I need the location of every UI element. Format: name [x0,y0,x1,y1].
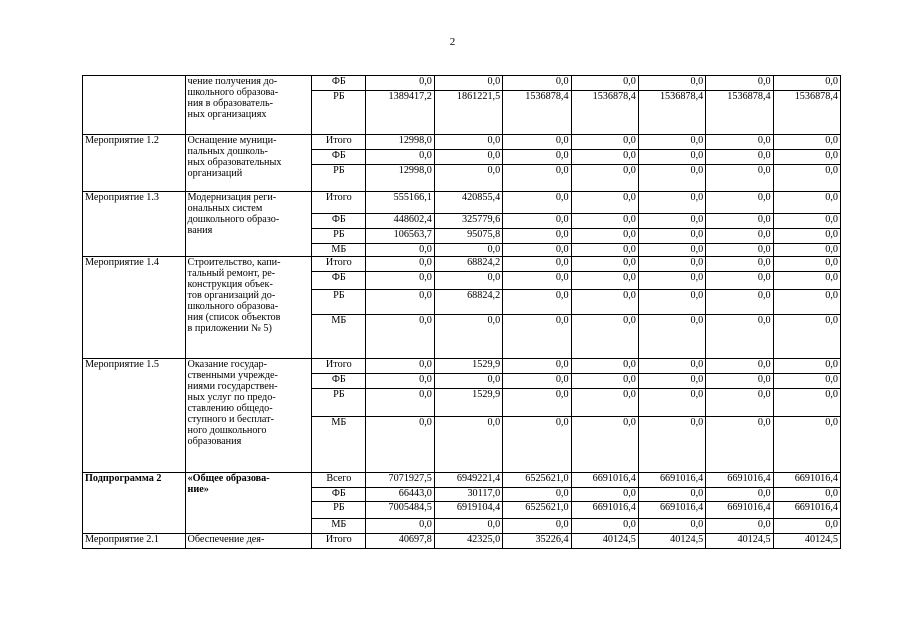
amount-cell: 0,0 [503,389,571,417]
amount-cell: 12998,0 [366,135,434,150]
table-row [83,192,841,214]
table-row [83,473,841,488]
amount-cell: 1389417,2 [366,91,434,135]
amount-cell: 0,0 [571,315,638,359]
amount-cell: 0,0 [571,76,638,91]
page-number: 2 [449,36,456,48]
amount-cell: 0,0 [706,519,773,534]
amount-cell: 0,0 [773,374,840,389]
amount-cell: 555166,1 [366,192,434,214]
funding-source-cell: Итого [312,135,366,150]
amount-cell: 1536878,4 [503,91,571,135]
amount-cell: 0,0 [706,150,773,165]
amount-cell: 0,0 [503,315,571,359]
amount-cell: 0,0 [434,150,502,165]
activity-name-cell: Мероприятие 1.3 [83,192,186,257]
amount-cell: 0,0 [503,374,571,389]
activity-name-cell: Мероприятие 1.5 [83,359,186,473]
amount-cell: 0,0 [434,165,502,192]
amount-cell: 0,0 [434,417,502,473]
amount-cell: 0,0 [773,244,840,257]
amount-cell: 0,0 [503,290,571,315]
amount-cell: 0,0 [434,76,502,91]
amount-cell: 0,0 [638,76,705,91]
amount-cell: 0,0 [366,417,434,473]
funding-source-cell: РБ [312,229,366,244]
amount-cell: 0,0 [706,135,773,150]
amount-cell: 0,0 [773,359,840,374]
amount-cell: 0,0 [638,272,705,290]
funding-source-cell: МБ [312,244,366,257]
amount-cell: 0,0 [571,374,638,389]
amount-cell: 0,0 [503,135,571,150]
table-row [83,359,841,374]
amount-cell: 448602,4 [366,214,434,229]
amount-cell: 0,0 [638,519,705,534]
amount-cell: 0,0 [638,165,705,192]
amount-cell: 7071927,5 [366,473,434,488]
amount-cell: 0,0 [706,192,773,214]
amount-cell: 1861221,5 [434,91,502,135]
amount-cell: 0,0 [706,374,773,389]
amount-cell: 0,0 [773,389,840,417]
amount-cell: 0,0 [503,359,571,374]
amount-cell: 0,0 [503,488,571,502]
amount-cell: 0,0 [706,359,773,374]
amount-cell: 0,0 [638,135,705,150]
amount-cell: 0,0 [773,192,840,214]
funding-source-cell: РБ [312,502,366,519]
activity-name-cell: Мероприятие 1.2 [83,135,186,192]
table-row [83,257,841,272]
amount-cell: 0,0 [503,272,571,290]
funding-source-cell: Итого [312,257,366,272]
amount-cell: 0,0 [773,417,840,473]
amount-cell: 0,0 [503,214,571,229]
amount-cell: 0,0 [571,519,638,534]
amount-cell: 0,0 [366,76,434,91]
activity-name-cell: Подпрограмма 2 [83,473,186,534]
funding-source-cell: ФБ [312,374,366,389]
amount-cell: 0,0 [706,76,773,91]
amount-cell: 0,0 [638,290,705,315]
amount-cell: 0,0 [503,244,571,257]
amount-cell: 0,0 [571,244,638,257]
amount-cell: 0,0 [434,244,502,257]
amount-cell: 40124,5 [773,534,840,549]
amount-cell: 6949221,4 [434,473,502,488]
amount-cell: 6525621,0 [503,502,571,519]
amount-cell: 0,0 [366,315,434,359]
amount-cell: 0,0 [706,389,773,417]
amount-cell: 0,0 [706,315,773,359]
amount-cell: 0,0 [503,165,571,192]
amount-cell: 0,0 [706,244,773,257]
amount-cell: 0,0 [706,257,773,272]
amount-cell: 6691016,4 [706,473,773,488]
amount-cell: 6691016,4 [638,473,705,488]
amount-cell: 6525621,0 [503,473,571,488]
funding-source-cell: МБ [312,315,366,359]
amount-cell: 66443,0 [366,488,434,502]
activity-description-cell: Строительство, капи- тальный ремонт, ре- конструкция объек- тов организаций до- школьного образова- ния (список объектов в приложении № 5) [185,257,312,359]
amount-cell: 68824,2 [434,290,502,315]
amount-cell: 40124,5 [571,534,638,549]
amount-cell: 0,0 [571,272,638,290]
amount-cell: 0,0 [571,229,638,244]
funding-source-cell: Всего [312,473,366,488]
amount-cell: 0,0 [571,165,638,192]
amount-cell: 0,0 [638,229,705,244]
amount-cell: 0,0 [638,192,705,214]
amount-cell: 0,0 [366,374,434,389]
amount-cell: 0,0 [773,135,840,150]
amount-cell: 0,0 [366,257,434,272]
amount-cell: 420855,4 [434,192,502,214]
amount-cell: 106563,7 [366,229,434,244]
amount-cell: 0,0 [571,417,638,473]
amount-cell: 0,0 [571,290,638,315]
funding-source-cell: ФБ [312,488,366,502]
amount-cell: 30117,0 [434,488,502,502]
activity-description-cell: «Общее образова- ние» [185,473,312,534]
funding-source-cell: ФБ [312,76,366,91]
amount-cell: 95075,8 [434,229,502,244]
funding-source-cell: РБ [312,165,366,192]
amount-cell: 0,0 [638,150,705,165]
amount-cell: 0,0 [571,488,638,502]
amount-cell: 0,0 [638,389,705,417]
amount-cell: 0,0 [366,389,434,417]
amount-cell: 6691016,4 [571,502,638,519]
funding-source-cell: МБ [312,519,366,534]
amount-cell: 6691016,4 [638,502,705,519]
amount-cell: 42325,0 [434,534,502,549]
amount-cell: 0,0 [503,150,571,165]
funding-source-cell: ФБ [312,150,366,165]
amount-cell: 0,0 [366,290,434,315]
amount-cell: 6691016,4 [773,502,840,519]
amount-cell: 0,0 [434,519,502,534]
amount-cell: 6691016,4 [773,473,840,488]
amount-cell: 0,0 [773,229,840,244]
amount-cell: 0,0 [571,257,638,272]
amount-cell: 0,0 [638,214,705,229]
amount-cell: 0,0 [571,214,638,229]
amount-cell: 0,0 [773,150,840,165]
amount-cell: 0,0 [706,417,773,473]
amount-cell: 0,0 [638,244,705,257]
funding-source-cell: ФБ [312,272,366,290]
amount-cell: 0,0 [638,315,705,359]
amount-cell: 0,0 [503,229,571,244]
amount-cell: 0,0 [706,272,773,290]
amount-cell: 0,0 [638,359,705,374]
amount-cell: 0,0 [366,150,434,165]
amount-cell: 0,0 [434,315,502,359]
amount-cell: 40697,8 [366,534,434,549]
amount-cell: 12998,0 [366,165,434,192]
amount-cell: 0,0 [503,192,571,214]
amount-cell: 1529,9 [434,389,502,417]
funding-source-cell: Итого [312,192,366,214]
activity-description-cell: Оснащение муници- пальных дошколь- ных образовательных организаций [185,135,312,192]
amount-cell: 0,0 [773,257,840,272]
funding-source-cell: МБ [312,417,366,473]
amount-cell: 40124,5 [706,534,773,549]
activity-name-cell [83,76,186,135]
activity-description-cell: Обеспечение дея- [185,534,312,549]
funding-source-cell: РБ [312,290,366,315]
amount-cell: 0,0 [503,76,571,91]
budget-table [82,75,841,549]
amount-cell: 0,0 [571,135,638,150]
amount-cell: 0,0 [773,290,840,315]
amount-cell: 0,0 [638,257,705,272]
amount-cell: 0,0 [706,214,773,229]
amount-cell: 0,0 [366,244,434,257]
activity-description-cell: Оказание государ- ственными учрежде- ниями государствен- ных услуг по предо- ставлению общедо- ступного и бесплат- ного дошкольного образования [185,359,312,473]
amount-cell: 0,0 [773,165,840,192]
funding-source-cell: Итого [312,534,366,549]
amount-cell: 0,0 [638,417,705,473]
amount-cell: 0,0 [503,257,571,272]
amount-cell: 6919104,4 [434,502,502,519]
amount-cell: 0,0 [571,359,638,374]
amount-cell: 68824,2 [434,257,502,272]
amount-cell: 325779,6 [434,214,502,229]
amount-cell: 0,0 [434,374,502,389]
table-row [83,135,841,150]
amount-cell: 1536878,4 [773,91,840,135]
funding-source-cell: Итого [312,359,366,374]
amount-cell: 6691016,4 [706,502,773,519]
funding-source-cell: ФБ [312,214,366,229]
amount-cell: 0,0 [773,272,840,290]
amount-cell: 40124,5 [638,534,705,549]
amount-cell: 1536878,4 [571,91,638,135]
amount-cell: 0,0 [434,135,502,150]
table-row [83,76,841,91]
amount-cell: 0,0 [638,488,705,502]
amount-cell: 0,0 [773,76,840,91]
amount-cell: 0,0 [706,229,773,244]
amount-cell: 0,0 [773,315,840,359]
table-row [83,534,841,549]
amount-cell: 0,0 [366,359,434,374]
activity-name-cell: Мероприятие 1.4 [83,257,186,359]
amount-cell: 0,0 [706,290,773,315]
amount-cell: 1536878,4 [706,91,773,135]
amount-cell: 0,0 [773,488,840,502]
activity-description-cell: Модернизация реги- ональных систем дошкольного образо- вания [185,192,312,257]
amount-cell: 0,0 [571,192,638,214]
amount-cell: 6691016,4 [571,473,638,488]
activity-description-cell: чение получения до- школьного образова- ния в образователь- ных организациях [185,76,312,135]
amount-cell: 0,0 [638,374,705,389]
amount-cell: 0,0 [434,272,502,290]
amount-cell: 0,0 [706,488,773,502]
amount-cell: 0,0 [773,519,840,534]
amount-cell: 0,0 [366,519,434,534]
amount-cell: 0,0 [503,519,571,534]
amount-cell: 7005484,5 [366,502,434,519]
funding-source-cell: РБ [312,389,366,417]
amount-cell: 0,0 [571,150,638,165]
amount-cell: 1536878,4 [638,91,705,135]
amount-cell: 0,0 [571,389,638,417]
amount-cell: 35226,4 [503,534,571,549]
amount-cell: 0,0 [503,417,571,473]
activity-name-cell: Мероприятие 2.1 [83,534,186,549]
amount-cell: 1529,9 [434,359,502,374]
amount-cell: 0,0 [706,165,773,192]
amount-cell: 0,0 [366,272,434,290]
funding-source-cell: РБ [312,91,366,135]
amount-cell: 0,0 [773,214,840,229]
